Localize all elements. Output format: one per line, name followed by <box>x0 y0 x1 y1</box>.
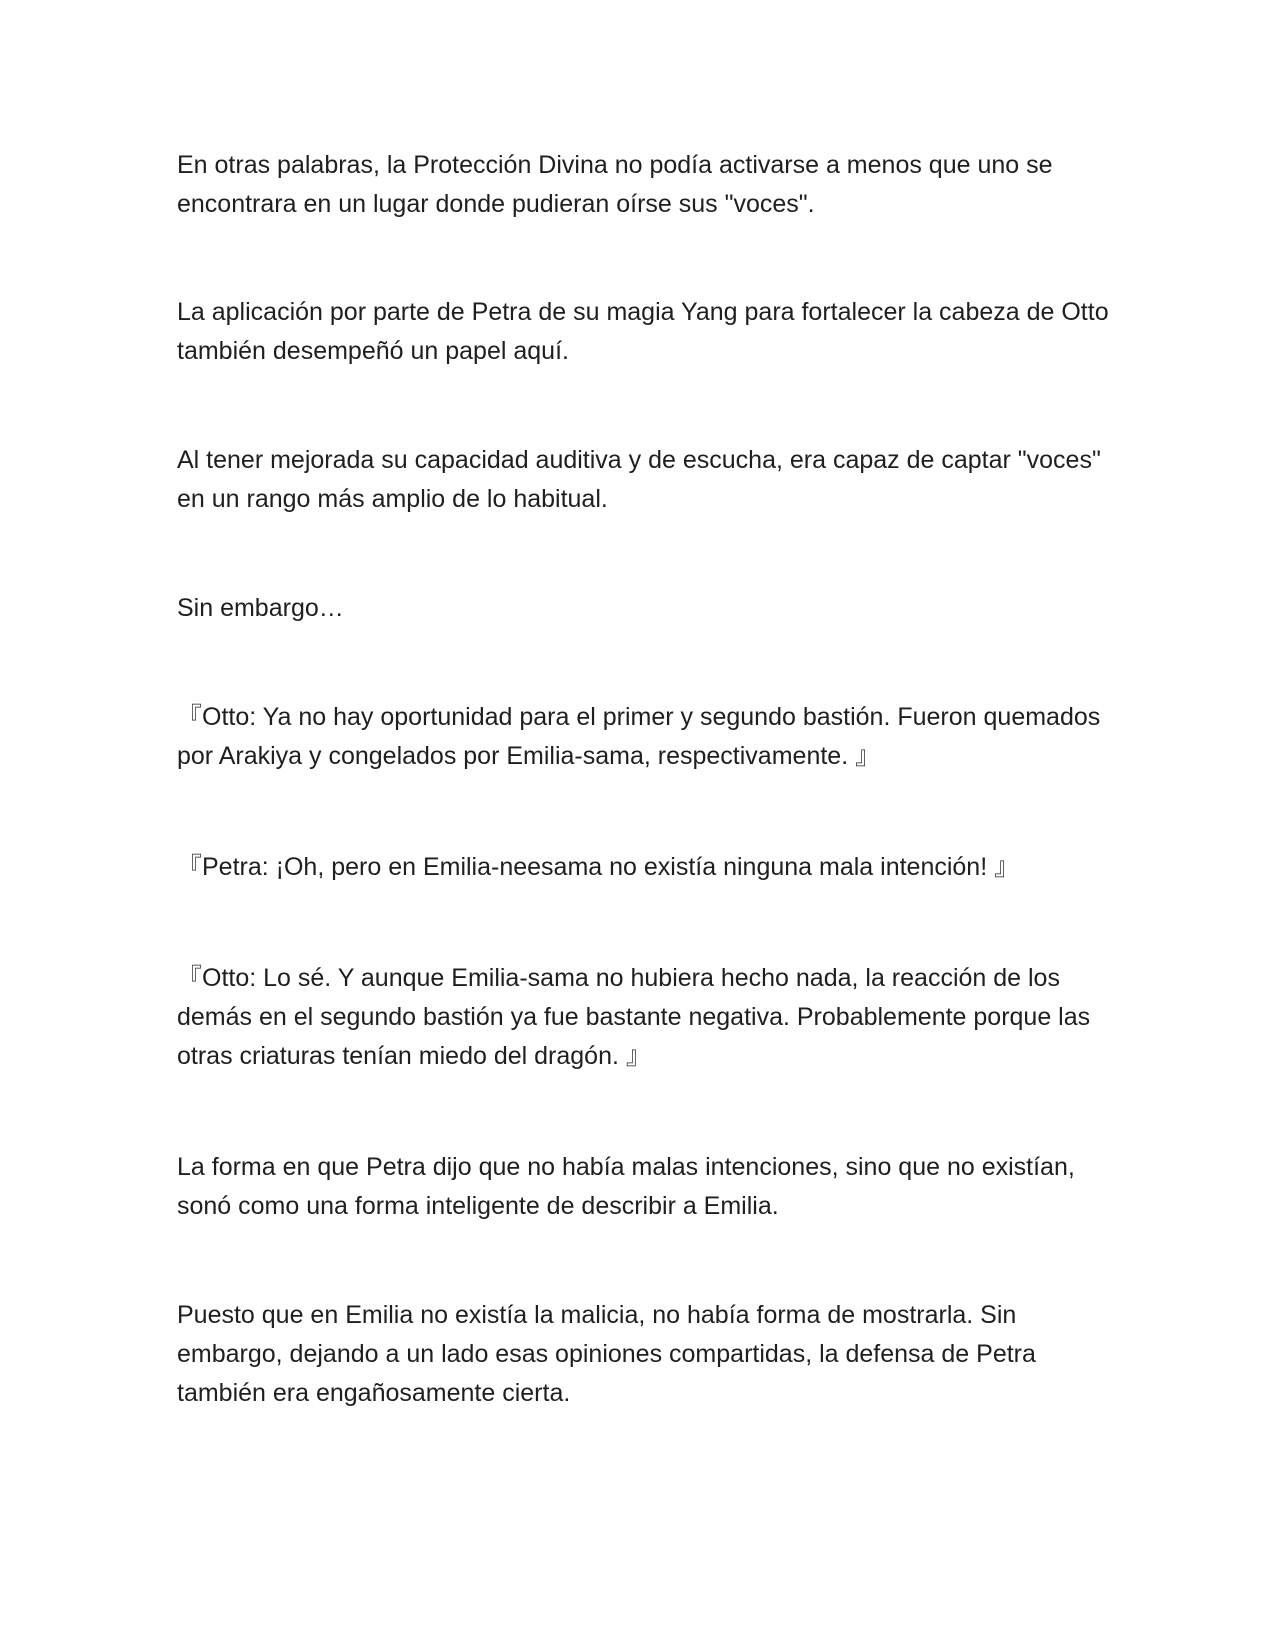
paragraph-2: La aplicación por parte de Petra de su magia Yang para fortalecer la cabeza de Otto también desempeñó un papel aquí. <box>177 298 1109 365</box>
dialogue-petra-1: 『Petra: ¡Oh, pero en Emilia-neesama no existía ninguna mala intención! 』 <box>177 853 1020 881</box>
dialogue-otto-2: 『Otto: Lo sé. Y aunque Emilia-sama no hubiera hecho nada, la reacción de los demás en el segundo bastión ya fue bastante negativa. Probablemente porque las otras criaturas tenían miedo del dragón. 』 <box>177 964 1091 1070</box>
paragraph-4: Sin embargo… <box>177 594 344 622</box>
document-body <box>177 146 1117 1413</box>
paragraph-8: La forma en que Petra dijo que no había malas intenciones, sino que no existían, sonó como una forma inteligente de describir a Emilia. <box>177 1153 1075 1220</box>
paragraph-3: Al tener mejorada su capacidad auditiva y de escucha, era capaz de captar "voces" en un rango más amplio de lo habitual. <box>177 446 1101 513</box>
dialogue-otto-1: 『Otto: Ya no hay oportunidad para el primer y segundo bastión. Fueron quemados por Arakiya y congelados por Emilia-sama, respectivamente. 』 <box>177 703 1101 770</box>
paragraph-9: Puesto que en Emilia no existía la malicia, no había forma de mostrarla. Sin embargo, dejando a un lado esas opiniones compartidas, la defensa de Petra también era engañosamente cierta. <box>177 1301 1036 1407</box>
paragraph-1: En otras palabras, la Protección Divina no podía activarse a menos que uno se encontrara en un lugar donde pudieran oírse sus "voces". <box>177 151 1053 218</box>
